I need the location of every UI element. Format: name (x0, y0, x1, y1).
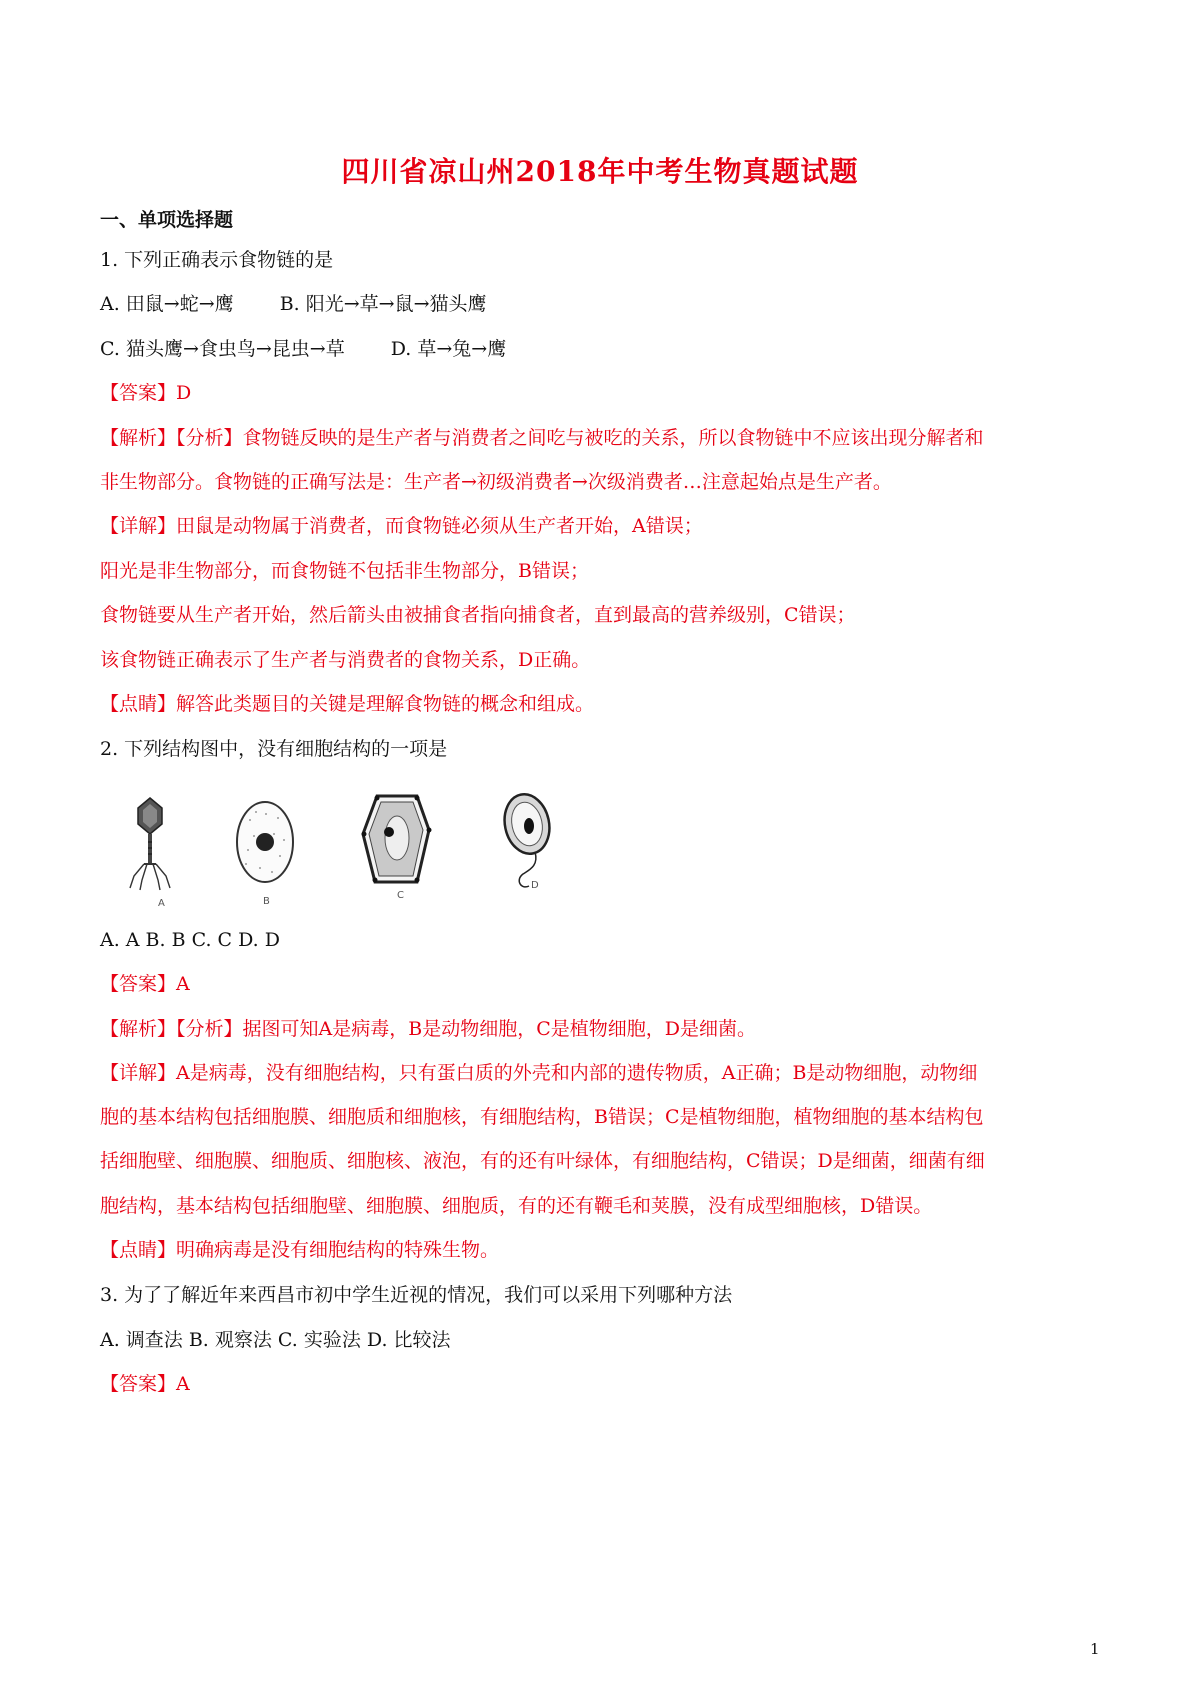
q2-detail-line-3: 括细胞壁、细胞膜、细胞质、细胞核、液泡，有的还有叶绿体，有细胞结构，C错误；D是细菌，细菌有细 (100, 1150, 985, 1172)
q1-stem: 1. 下列正确表示食物链的是 (100, 249, 334, 271)
virus-image (120, 790, 180, 910)
fig-label-d: D (531, 880, 539, 891)
q2-detail-line-1 (100, 1061, 977, 1085)
bacterium-image (495, 790, 565, 910)
q2-answer-value: A (176, 973, 190, 995)
q1-options-row-1 (100, 292, 487, 316)
fig-label-c: C (397, 890, 404, 901)
q1-tip-text: 解答此类题目的关键是理解食物链的概念和组成。 (176, 693, 595, 715)
q2-detail-text-1: A是病毒，没有细胞结构，只有蛋白质的外壳和内部的遗传物质，A正确；B是动物细胞，动物细 (176, 1062, 978, 1084)
q1-answer-value: D (176, 382, 192, 404)
q1-option-b: B. 阳光→草→鼠→猫头鹰 (279, 293, 487, 315)
animal-cell-image (230, 790, 300, 910)
q2-figure (100, 790, 620, 910)
q1-analysis-text-1: 食物链反映的是生产者与消费者之间吃与被吃的关系，所以食物链中不应该出现分解者和 (242, 427, 984, 449)
detail-tag: 【详解】 (100, 515, 177, 537)
q1-detail-line-2: 阳光是非生物部分，而食物链不包括非生物部分，B错误； (100, 560, 589, 582)
q2-analysis-text: 据图可知A是病毒，B是动物细胞，C是植物细胞，D是细菌。 (242, 1018, 756, 1040)
q3-stem: 3. 为了了解近年来西昌市初中学生近视的情况，我们可以采用下列哪种方法 (100, 1284, 733, 1306)
q1-option-d: D. 草→兔→鹰 (390, 338, 507, 360)
q3-options: A. 调查法 B. 观察法 C. 实验法 D. 比较法 (100, 1329, 451, 1351)
q2-stem: 2. 下列结构图中，没有细胞结构的一项是 (100, 738, 448, 760)
answer-tag: 【答案】 (100, 382, 177, 404)
analysis-tag: 【解析】【分析】 (100, 1018, 243, 1040)
answer-tag: 【答案】 (100, 1373, 177, 1395)
q2-answer (100, 972, 190, 996)
section-heading: 一、单项选择题 (100, 209, 234, 231)
q1-detail-line-4: 该食物链正确表示了生产者与消费者的食物关系，D正确。 (100, 649, 591, 671)
q2-detail-line-2: 胞的基本结构包括细胞膜、细胞质和细胞核，有细胞结构，B错误；C是植物细胞，植物细胞的基本结构包 (100, 1106, 984, 1128)
q1-detail-line-3: 食物链要从生产者开始，然后箭头由被捕食者指向捕食者，直到最高的营养级别，C错误； (100, 604, 856, 626)
q2-analysis (100, 1017, 756, 1041)
q3-answer-value: A (176, 1373, 190, 1395)
analysis-tag: 【解析】【分析】 (100, 427, 243, 449)
q1-detail-text-1: 田鼠是动物属于消费者，而食物链必须从生产者开始，A错误； (176, 515, 703, 537)
q2-options: A. A B. B C. C D. D (100, 929, 280, 951)
detail-tag: 【详解】 (100, 1062, 177, 1084)
q2-detail-line-4: 胞结构，基本结构包括细胞壁、细胞膜、细胞质，有的还有鞭毛和荚膜，没有成型细胞核，D错误。 (100, 1195, 933, 1217)
q2-tip (100, 1238, 499, 1262)
fig-label-b: B (263, 896, 270, 907)
q1-analysis-line-1 (100, 426, 984, 450)
q1-answer (100, 381, 191, 405)
q1-analysis-line-2: 非生物部分。食物链的正确写法是：生产者→初级消费者→次级消费者…注意起始点是生产者。 (100, 471, 892, 493)
q3-answer (100, 1372, 190, 1396)
answer-tag: 【答案】 (100, 973, 177, 995)
q2-tip-text: 明确病毒是没有细胞结构的特殊生物。 (176, 1239, 500, 1261)
document-title: 四川省凉山州2018年中考生物真题试题 (341, 155, 859, 188)
q1-option-c: C. 猫头鹰→食虫鸟→昆虫→草 (100, 338, 345, 360)
page-number: 1 (1090, 1640, 1100, 1658)
q1-option-a: A. 田鼠→蛇→鹰 (100, 293, 234, 315)
plant-cell-image (355, 790, 435, 910)
q1-tip (100, 692, 594, 716)
q1-detail-line-1 (100, 514, 703, 538)
fig-label-a: A (158, 898, 165, 909)
tip-tag: 【点睛】 (100, 693, 177, 715)
tip-tag: 【点睛】 (100, 1239, 177, 1261)
q1-options-row-2 (100, 337, 506, 361)
